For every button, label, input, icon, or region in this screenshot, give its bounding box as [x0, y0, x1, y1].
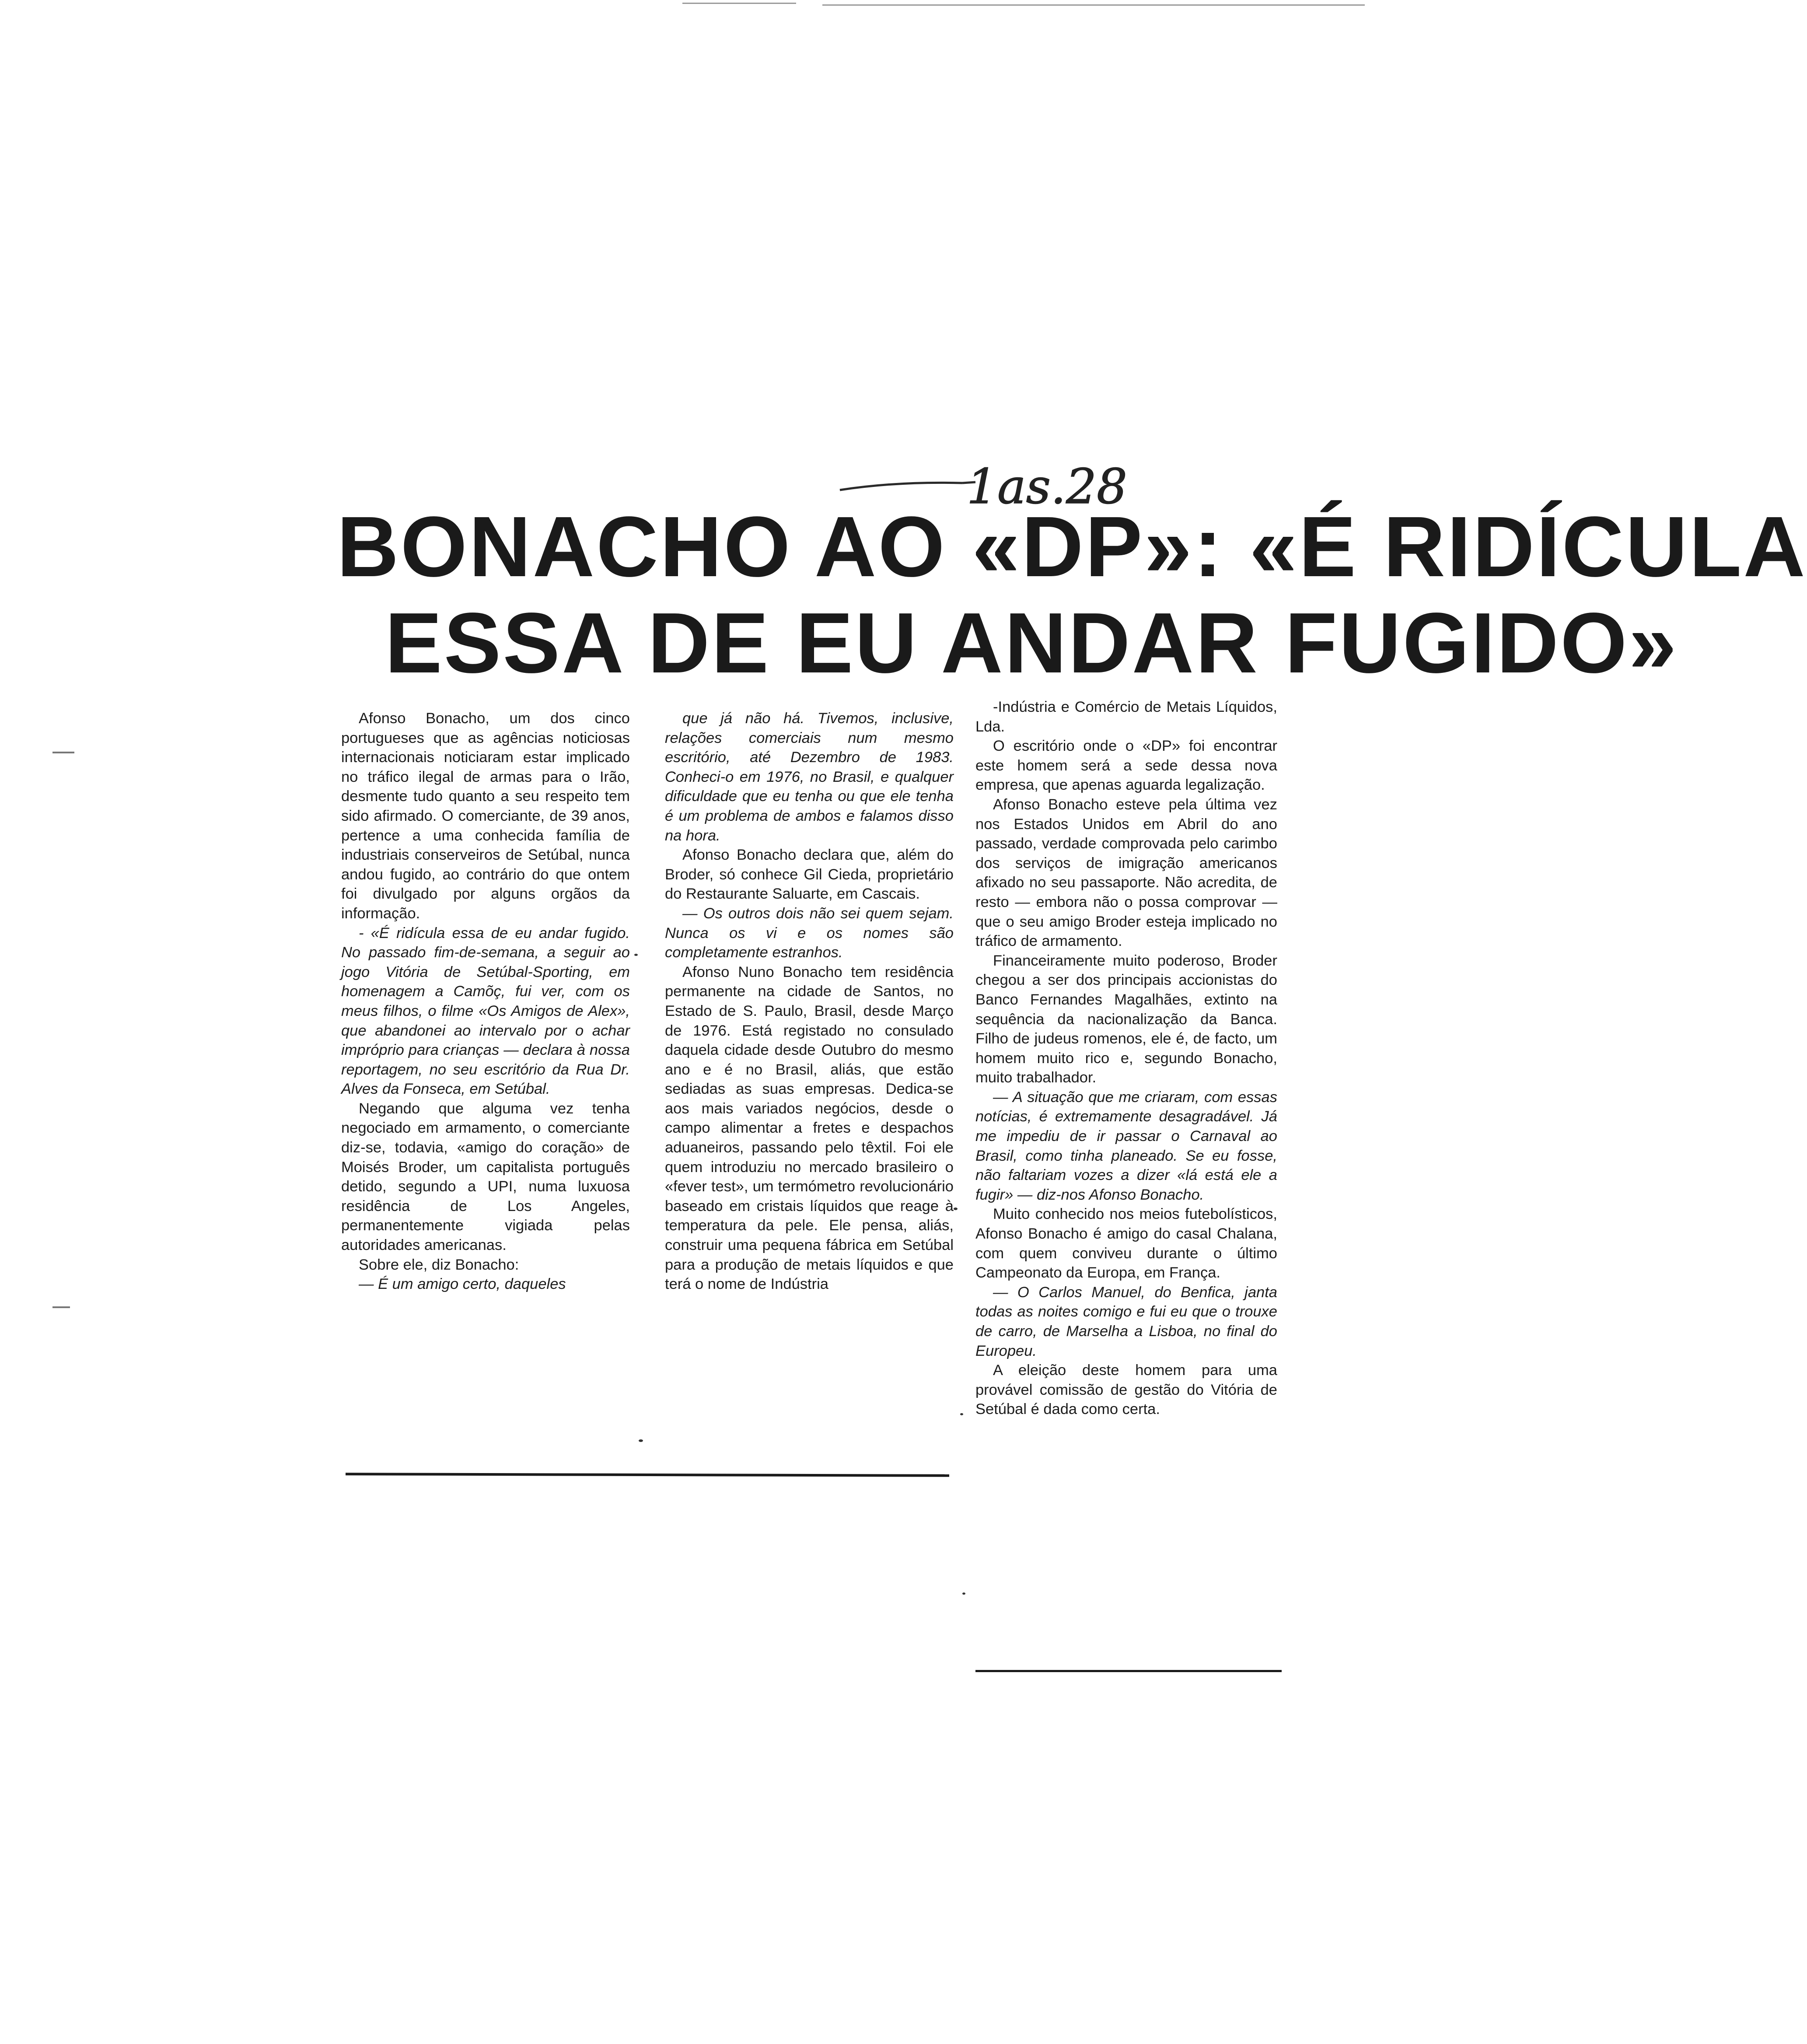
article-paragraph: A eleição deste homem para uma provável comissão de gestão do Vitória de Setúbal é dada como certa.: [975, 1362, 1277, 1418]
article-paragraph: Financeiramente muito poderoso, Broder chegou a ser dos principais accionistas do Banco Fernandes Magalhães, extinto na sequência da nacionalização da Banca. Filho de judeus romenos, ele é, de facto, um homem muito rico e, segundo Bonacho, muito trabalhador.: [975, 952, 1277, 1086]
article-paragraph: O escritório onde o «DP» foi encontrar este homem será a sede dessa nova empresa, que apenas aguarda legalização.: [975, 738, 1277, 794]
article-paragraph: — A situação que me criaram, com essas notícias, é extremamente desagradável. Já me impediu de ir passar o Carnaval ao Brasil, como tinha planeado. Se eu fosse, não faltariam vozes a dizer «lá está ele a fugir» — diz-nos Afonso Bonacho.: [975, 1088, 1277, 1203]
article-paragraph: -Indústria e Comércio de Metais Líquidos, Lda.: [975, 699, 1277, 735]
article-paragraph: — Os outros dois não sei quem sejam. Nunca os vi e os nomes são completamente estranhos.: [665, 905, 954, 961]
scan-speck: [634, 954, 638, 956]
handwritten-note-text: 1as.28: [967, 458, 1127, 514]
article-paragraph: - «É ridícula essa de eu andar fugido. No passado fim-de-semana, a seguir ao jogo Vitória de Setúbal-Sporting, em homenagem a Camõç, fui ver, com os meus filhos, o filme «Os Amigos de Alex», que abandonei ao intervalo por o achar impróprio para crianças — declara à nossa reportagem, no seu escritório da Rua Dr. Alves da Fonseca, em Setúbal.: [341, 924, 630, 1098]
scan-artifact-line: [682, 3, 796, 4]
scan-artifact-line: [52, 1306, 70, 1308]
scan-speck: [960, 1413, 963, 1415]
scan-artifact-line: [822, 4, 1365, 6]
article-paragraph: — É um amigo certo, daqueles: [359, 1276, 566, 1293]
article-paragraph: Muito conhecido nos meios futebolísticos, Afonso Bonacho é amigo do casal Chalana, com quem conviveu durante o último Campeonato da Europa, em França.: [975, 1206, 1277, 1281]
article-paragraph: Sobre ele, diz Bonacho:: [359, 1256, 519, 1273]
article-paragraph: — O Carlos Manuel, do Benfica, janta todas as noites comigo e fui eu que o trouxe de carro, de Marselha a Lisboa, no final do Europeu.: [975, 1284, 1277, 1359]
article-paragraph: Negando que alguma vez tenha negociado em armamento, o comerciante diz-se, todavia, «amigo do coração» de Moisés Broder, um capitalista português detido, segundo a UPI, numa luxuosa residência de Los Angeles, permanentemente vigiada pelas autoridades americanas.: [341, 1100, 630, 1254]
scan-speck: [639, 1439, 643, 1442]
article-column-1: [341, 709, 630, 1294]
article-paragraph: Afonso Bonacho declara que, além do Broder, só conhece Gil Cieda, proprietário do Restaurante Saluarte, em Cascais.: [665, 847, 954, 903]
column-bottom-rule: [975, 1670, 1282, 1672]
article-paragraph: que já não há. Tivemos, inclusive, relações comerciais num mesmo escritório, até Dezembro de 1983. Conheci-o em 1976, no Brasil, e qualquer dificuldade que eu tenha ou que ele tenha é um problema de ambos e falamos disso na hora.: [665, 710, 954, 844]
scan-speck: [962, 1592, 965, 1595]
scan-speck: [954, 1208, 958, 1210]
headline-part-1: BONACHO AO «DP»:: [337, 499, 1224, 595]
headline-line-2: ESSA DE EU ANDAR FUGIDO»: [385, 595, 1678, 691]
article-paragraph: Afonso Nuno Bonacho tem residência permanente na cidade de Santos, no Estado de S. Paulo, Brasil, desde Março de 1976. Está registado no consulado daquela cidade desde Outubro do mesmo ano e é no Brasil, aliás, que estão sediadas as suas empresas. Dedica-se aos mais variados negócios, desde o campo alimentar a fretes e despachos aduaneiros, passando pelo têxtil. Foi ele quem introduziu no mercado brasileiro o «fever test», um termómetro revolucionário baseado em cristais líquidos que reage à temperatura da pele. Ele pensa, aliás, construir uma pequena fábrica em Setúbal para a produção de metais líquidos e que terá o nome de Indústria: [665, 963, 954, 1293]
article-column-2: [665, 709, 954, 1294]
article-paragraph: Afonso Bonacho, um dos cinco portugueses que as agências noticiosas internacionais noticiaram estar implicado no tráfico ilegal de armas para o Irão, desmente tudo quanto a seu respeito tem sido afirmado. O comerciante, de 39 anos, pertence a uma conhecida família de industriais conserveiros de Setúbal, nunca andou fugido, ao contrário do que ontem foi divulgado por alguns orgãos da informação.: [341, 710, 630, 922]
article-column-3: [975, 697, 1277, 1419]
column-bottom-rule: [346, 1473, 949, 1477]
scan-artifact-line: [52, 752, 74, 753]
headline-part-2: «É RIDÍCULA: [1249, 499, 1807, 595]
headline-line-1: [337, 499, 1807, 595]
article-paragraph: Afonso Bonacho esteve pela última vez nos Estados Unidos em Abril do ano passado, verdade comprovada pelo carimbo dos serviços de imigração americanos afixado no seu passaporte. Não acredita, de resto — embora não o possa comprovar — que o seu amigo Broder esteja implicado no tráfico de armamento.: [975, 796, 1277, 950]
